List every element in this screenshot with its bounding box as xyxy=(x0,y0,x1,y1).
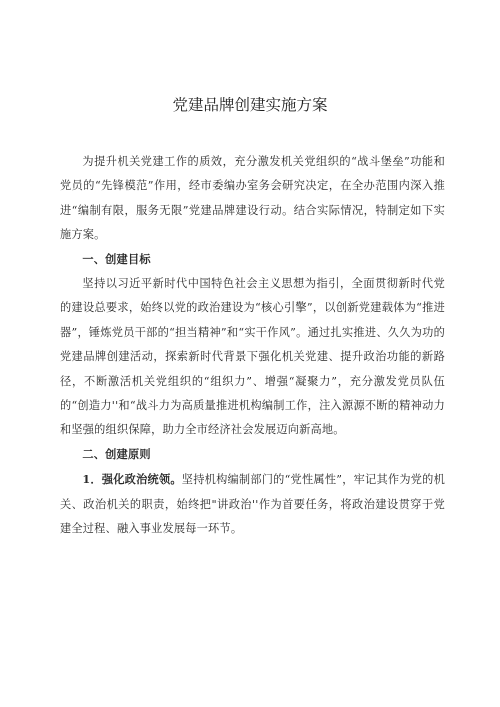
document-body xyxy=(60,150,445,542)
document-title: 党建品牌创建实施方案 xyxy=(172,96,328,114)
section-heading-goals: 一、创建目标 xyxy=(82,252,151,266)
intro-paragraph: 为提升机关党建工作的质效，充分激发机关党组织的“战斗堡垒”功能和党员的“先锋模范”作用，经市委编办室务会研究决定，在全办范围内深入推进“编制有限，服务无限”党建品牌建设行动。结合实际情况，特制定如下实施方案。 xyxy=(60,155,445,242)
goals-paragraph: 坚持以习近平新时代中国特色社会主义思想为指引，全面贯彻新时代党的建设总要求，始终以党的政治建设为“核心引擎”，以创新党建载体为“推进器”，锤炼党员干部的“担当精神”和“实干作风”。通过扎实推进、久久为功的党建品牌创建活动，探索新时代背景下强化机关党建、提升政治功能的新路径，不断激活机关党组织的“组织力”、增强“凝聚力”，充分激发党员队伍的“创造力''和“战斗力为高质量推进机构编制工作，注入源源不断的精神动力和坚强的组织保障，助力全市经济社会发展迈向新高地。 xyxy=(60,277,445,437)
principle-1-paragraph xyxy=(60,467,445,541)
principle-1-label: 1．强化政治统领。 xyxy=(82,472,182,487)
principle-1-text: 坚持机构编制部门的“党性属性”，牢记其作为党的机关、政治机关的职责，始终把"讲政治''作为首要任务，将政治建设贯穿于党建全过程、融入事业发展每一环节。 xyxy=(60,473,445,536)
section-heading-principles: 二、创建原则 xyxy=(82,447,151,461)
